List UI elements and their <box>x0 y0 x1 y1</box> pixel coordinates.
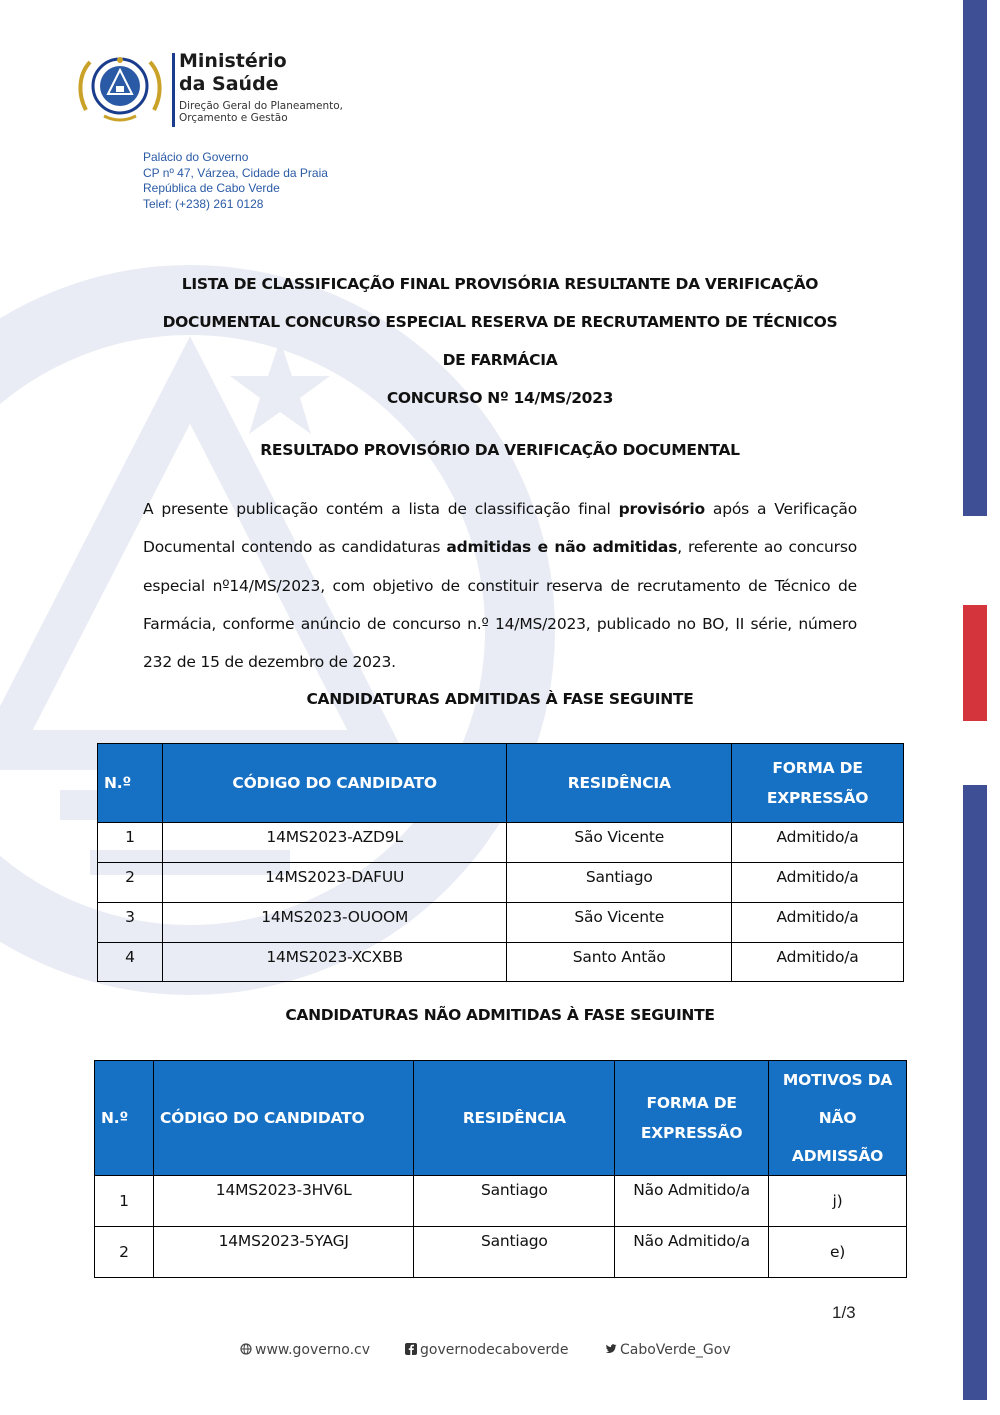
footer-facebook[interactable] <box>405 1342 568 1358</box>
address-block <box>143 150 328 212</box>
table-row <box>98 903 904 943</box>
table-header-row <box>95 1061 907 1176</box>
header-residence: RESIDÊNCIA <box>507 744 732 823</box>
header-form-line: FORMA DE <box>772 759 863 777</box>
header-reason-line: MOTIVOS DA <box>782 1071 893 1089</box>
facebook-icon <box>405 1343 417 1355</box>
footer-twitter[interactable] <box>605 1342 731 1358</box>
table-row <box>95 1227 907 1278</box>
title-line: CONCURSO Nº 14/MS/2023 <box>386 389 614 407</box>
intro-paragraph <box>143 490 857 681</box>
dept-line1: Direção Geral do Planeamento, <box>179 100 344 112</box>
coat-of-arms-logo <box>76 50 164 126</box>
footer-facebook-text: governodecaboverde <box>420 1342 569 1358</box>
side-bar-blue-bottom <box>963 785 987 1400</box>
header-form-line: EXPRESSÃO <box>640 1124 743 1142</box>
cell-status: Não Admitido/a <box>615 1227 769 1278</box>
para-text: após a Verificação Documental contendo as candidaturas <box>143 500 857 557</box>
title-line: DE FARMÁCIA <box>442 351 558 369</box>
cell-code: 14MS2023-OUOOM <box>162 903 506 943</box>
footer-twitter-text: CaboVerde_Gov <box>620 1342 731 1358</box>
para-bold: provisório <box>618 500 705 518</box>
cell-num: 2 <box>98 863 163 903</box>
cell-residence: Santo Antão <box>507 943 732 982</box>
not-admitted-section-title: CANDIDATURAS NÃO ADMITIDAS À FASE SEGUINTE <box>285 1006 715 1024</box>
cell-num: 2 <box>95 1227 154 1278</box>
cell-reason: j) <box>769 1176 907 1227</box>
document-subtitle: RESULTADO PROVISÓRIO DA VERIFICAÇÃO DOCUMENTAL <box>260 441 740 459</box>
address-line: Palácio do Governo <box>143 150 249 164</box>
cell-residence: São Vicente <box>507 823 732 863</box>
cell-code: 14MS2023-XCXBB <box>162 943 506 982</box>
cell-reason: e) <box>769 1227 907 1278</box>
globe-icon <box>240 1343 252 1355</box>
header-reason-line: ADMISSÃO <box>791 1147 884 1165</box>
header-form <box>615 1061 769 1176</box>
header-code: CÓDIGO DO CANDIDATO <box>153 1061 414 1176</box>
cell-residence: Santiago <box>507 863 732 903</box>
para-text: , referente ao concurso especial nº14/MS/2023, com objetivo de constituir reserva de recrutamento de Técnico de Farmácia, conforme anúncio de concurso n.º 14/MS/2023, publicado no BO, II série, número 232 de 15 de dezembro de 2023. <box>143 538 857 672</box>
para-text: A presente publicação contém a lista de classificação final <box>143 500 619 518</box>
side-bar-red <box>963 605 987 721</box>
dept-line2: Orçamento e Gestão <box>179 112 288 124</box>
cell-num: 4 <box>98 943 163 982</box>
address-line: Telef: (+238) 261 0128 <box>143 196 264 211</box>
table-row <box>98 863 904 903</box>
ministry-divider <box>172 53 175 127</box>
table-header-row <box>98 744 904 823</box>
side-bar-blue-top <box>963 0 987 516</box>
cell-code: 14MS2023-AZD9L <box>162 823 506 863</box>
cell-residence: São Vicente <box>507 903 732 943</box>
address-line: República de Cabo Verde <box>143 181 280 195</box>
table-row <box>98 823 904 863</box>
ministry-name-line2: da Saúde <box>179 73 279 95</box>
title-line: DOCUMENTAL CONCURSO ESPECIAL RESERVA DE RECRUTAMENTO DE TÉCNICOS <box>162 313 838 331</box>
ministry-name-line1: Ministério <box>179 50 287 72</box>
admitted-table <box>97 743 904 982</box>
page-number: 1/3 <box>832 1303 856 1322</box>
header-reason <box>769 1061 907 1176</box>
header-residence: RESIDÊNCIA <box>414 1061 615 1176</box>
header-code: CÓDIGO DO CANDIDATO <box>162 744 506 823</box>
cell-code: 14MS2023-3HV6L <box>153 1176 414 1227</box>
not-admitted-table <box>94 1060 907 1278</box>
cell-num: 1 <box>98 823 163 863</box>
title-line: LISTA DE CLASSIFICAÇÃO FINAL PROVISÓRIA RESULTANTE DA VERIFICAÇÃO <box>181 275 819 293</box>
table-row <box>95 1176 907 1227</box>
cell-status: Admitido/a <box>732 903 904 943</box>
header-form-line: EXPRESSÃO <box>766 789 869 807</box>
cell-residence: Santiago <box>414 1176 615 1227</box>
cell-status: Não Admitido/a <box>615 1176 769 1227</box>
cell-status: Admitido/a <box>732 823 904 863</box>
cell-code: 14MS2023-DAFUU <box>162 863 506 903</box>
cell-residence: Santiago <box>414 1227 615 1278</box>
header-form-line: FORMA DE <box>646 1094 737 1112</box>
footer-website-text: www.governo.cv <box>255 1342 371 1358</box>
footer-website[interactable] <box>240 1342 370 1358</box>
cell-code: 14MS2023-5YAGJ <box>153 1227 414 1278</box>
header-reason-line: NÃO <box>818 1109 857 1127</box>
header-num: N.º <box>98 744 163 823</box>
table-row <box>98 943 904 982</box>
cell-num: 1 <box>95 1176 154 1227</box>
address-line: CP nº 47, Várzea, Cidade da Praia <box>143 165 328 180</box>
admitted-section-title: CANDIDATURAS ADMITIDAS À FASE SEGUINTE <box>306 690 694 708</box>
twitter-icon <box>605 1343 617 1355</box>
cell-status: Admitido/a <box>732 863 904 903</box>
cell-num: 3 <box>98 903 163 943</box>
header-form <box>732 744 904 823</box>
para-bold: admitidas e não admitidas <box>446 538 678 557</box>
document-title <box>100 265 900 417</box>
cell-status: Admitido/a <box>732 943 904 982</box>
header-num: N.º <box>95 1061 154 1176</box>
